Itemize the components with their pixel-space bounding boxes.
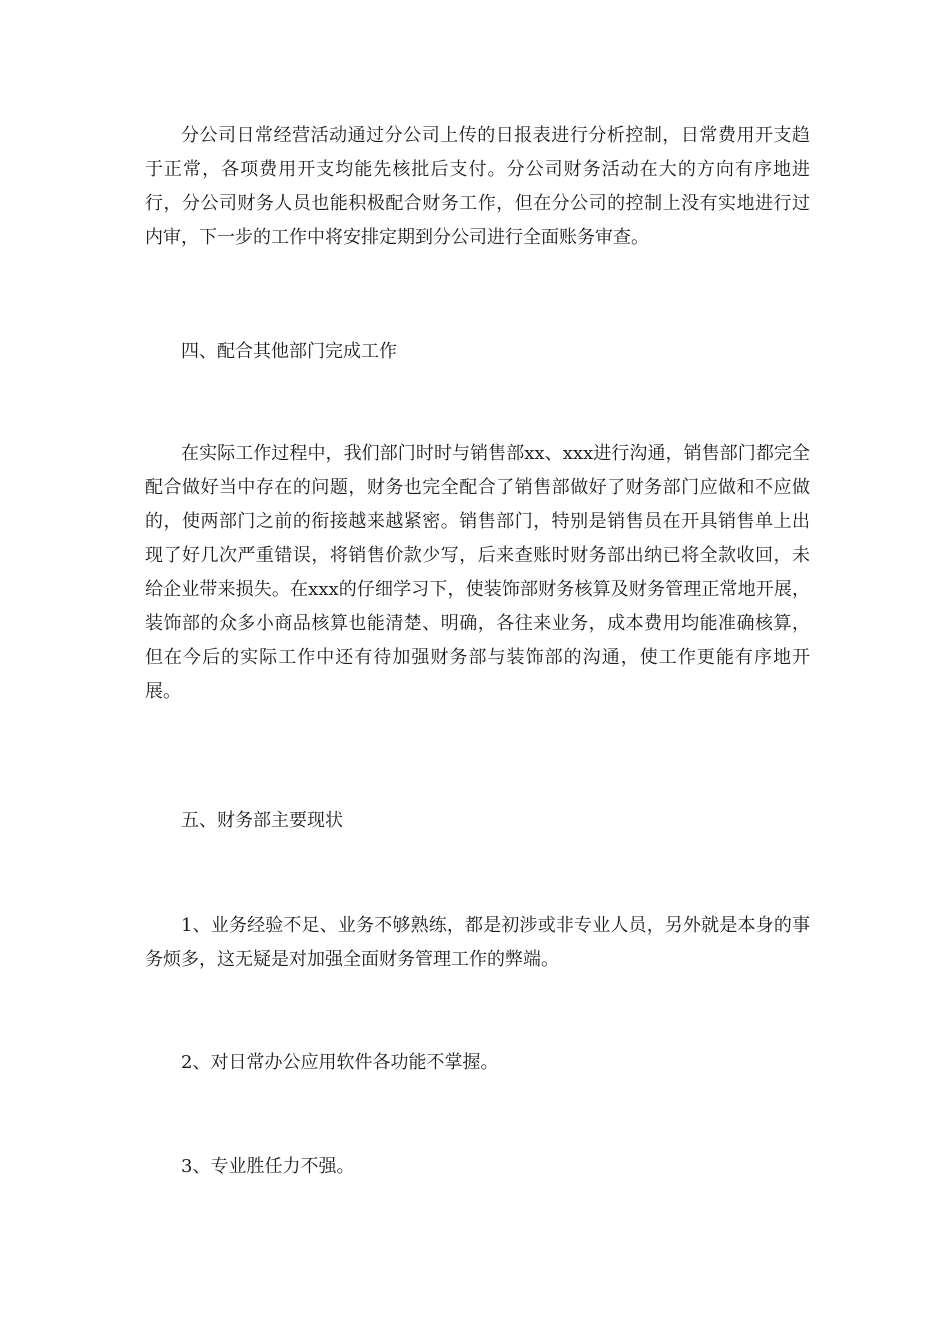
- list-item-1: 1、业务经验不足、业务不够熟练，都是初涉或非专业人员，另外就是本身的事务烦多，这无疑是对加强全面财务管理工作的弊端。: [145, 915, 810, 970]
- section-heading-4: 四、配合其他部门完成工作: [181, 341, 397, 362]
- paragraph-branch-office: 分公司日常经营活动通过分公司上传的日报表进行分析控制，日常费用开支趋于正常，各项费用开支均能先核批后支付。分公司财务活动在大的方向有序地进行，分公司财务人员也能积极配合财务工作，但在分公司的控制上没有实地进行过内审，下一步的工作中将安排定期到分公司进行全面账务审查。: [145, 125, 810, 248]
- list-item-3: 3、专业胜任力不强。: [181, 1156, 355, 1177]
- list-item-2: 2、对日常办公应用软件各功能不掌握。: [181, 1052, 499, 1073]
- paragraph-cooperation: 在实际工作过程中，我们部门时时与销售部xx、xxx进行沟通，销售部门都完全配合做好当中存在的问题，财务也完全配合了销售部做好了财务部门应做和不应做的，使两部门之前的衔接越来越紧密。销售部门，特别是销售员在开具销售单上出现了好几次严重错误，将销售价款少写，后来查账时财务部出纳已将全款收回，未给企业带来损失。在xxx的仔细学习下，使装饰部财务核算及财务管理正常地开展，装饰部的众多小商品核算也能清楚、明确，各往来业务，成本费用均能准确核算，但在今后的实际工作中还有待加强财务部与装饰部的沟通，使工作更能有序地开展。: [145, 443, 810, 702]
- section-heading-5: 五、财务部主要现状: [181, 810, 343, 831]
